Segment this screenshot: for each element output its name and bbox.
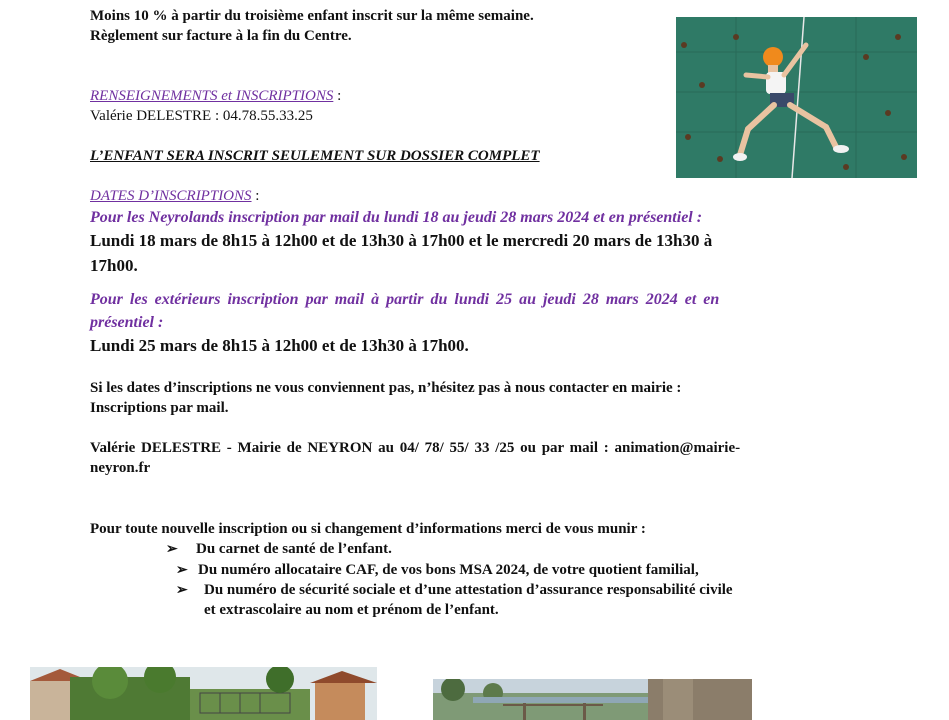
renseignements-heading <box>90 88 341 105</box>
neyrolands-schedule-1: Lundi 18 mars de 8h15 à 12h00 et de 13h30 à 17h00 et le mercredi 20 mars de 13h30 à <box>90 231 713 250</box>
dossier-notice: L’ENFANT SERA INSCRIT SEULEMENT SUR DOSSIER COMPLET <box>90 148 540 164</box>
document-item: Du numéro allocataire CAF, de vos bons MSA 2024, de votre quotient familial, <box>198 562 699 578</box>
documents-intro: Pour toute nouvelle inscription ou si changement d’informations merci de vous munir : <box>90 521 646 537</box>
exterieurs-intro <box>90 291 835 309</box>
exterieurs-intro-2: présentiel : <box>90 314 164 331</box>
dates-colon: : <box>251 188 260 204</box>
dates-title: DATES D’INSCRIPTIONS <box>90 188 252 204</box>
climbing-photo <box>676 17 917 178</box>
renseignements-title: RENSEIGNEMENTS et INSCRIPTIONS <box>90 88 334 104</box>
payment-text: Règlement sur facture à la fin du Centre. <box>90 28 352 44</box>
dates-heading <box>90 188 259 205</box>
garden-photo <box>30 667 377 720</box>
landscape-photo <box>433 679 752 720</box>
arrow-bullet-icon: ➢ <box>166 542 178 557</box>
exterieurs-intro-text: Pour les extérieurs inscription par mail à partir du lundi 25 au jeudi 28 mars 2024 et en <box>90 291 720 308</box>
contact-email-line-2: neyron.fr <box>90 460 151 476</box>
contact-phone: Valérie DELESTRE : 04.78.55.33.25 <box>90 108 313 124</box>
neyrolands-intro: Pour les Neyrolands inscription par mail du lundi 18 au jeudi 28 mars 2024 et en présentiel : <box>90 209 703 226</box>
document-item: Du numéro de sécurité sociale et d’une attestation d’assurance responsabilité civile <box>204 582 733 598</box>
arrow-bullet-icon: ➢ <box>176 563 188 578</box>
mail-note: Inscriptions par mail. <box>90 400 229 416</box>
discount-text: Moins 10 % à partir du troisième enfant inscrit sur la même semaine. <box>90 8 534 24</box>
renseignements-colon: : <box>333 88 342 104</box>
contact-note: Si les dates d’inscriptions ne vous conviennent pas, n’hésitez pas à nous contacter en mairie : <box>90 380 682 396</box>
exterieurs-schedule: Lundi 25 mars de 8h15 à 12h00 et de 13h30 à 17h00. <box>90 336 469 355</box>
document-item-continuation: et extrascolaire au nom et prénom de l’enfant. <box>204 602 499 618</box>
document-item: Du carnet de santé de l’enfant. <box>196 541 392 557</box>
arrow-bullet-icon: ➢ <box>176 583 188 598</box>
contact-email-line: Valérie DELESTRE - Mairie de NEYRON au 04/ 78/ 55/ 33 /25 ou par mail : animation@mairie- <box>90 440 741 456</box>
neyrolands-schedule-2: 17h00. <box>90 256 138 275</box>
